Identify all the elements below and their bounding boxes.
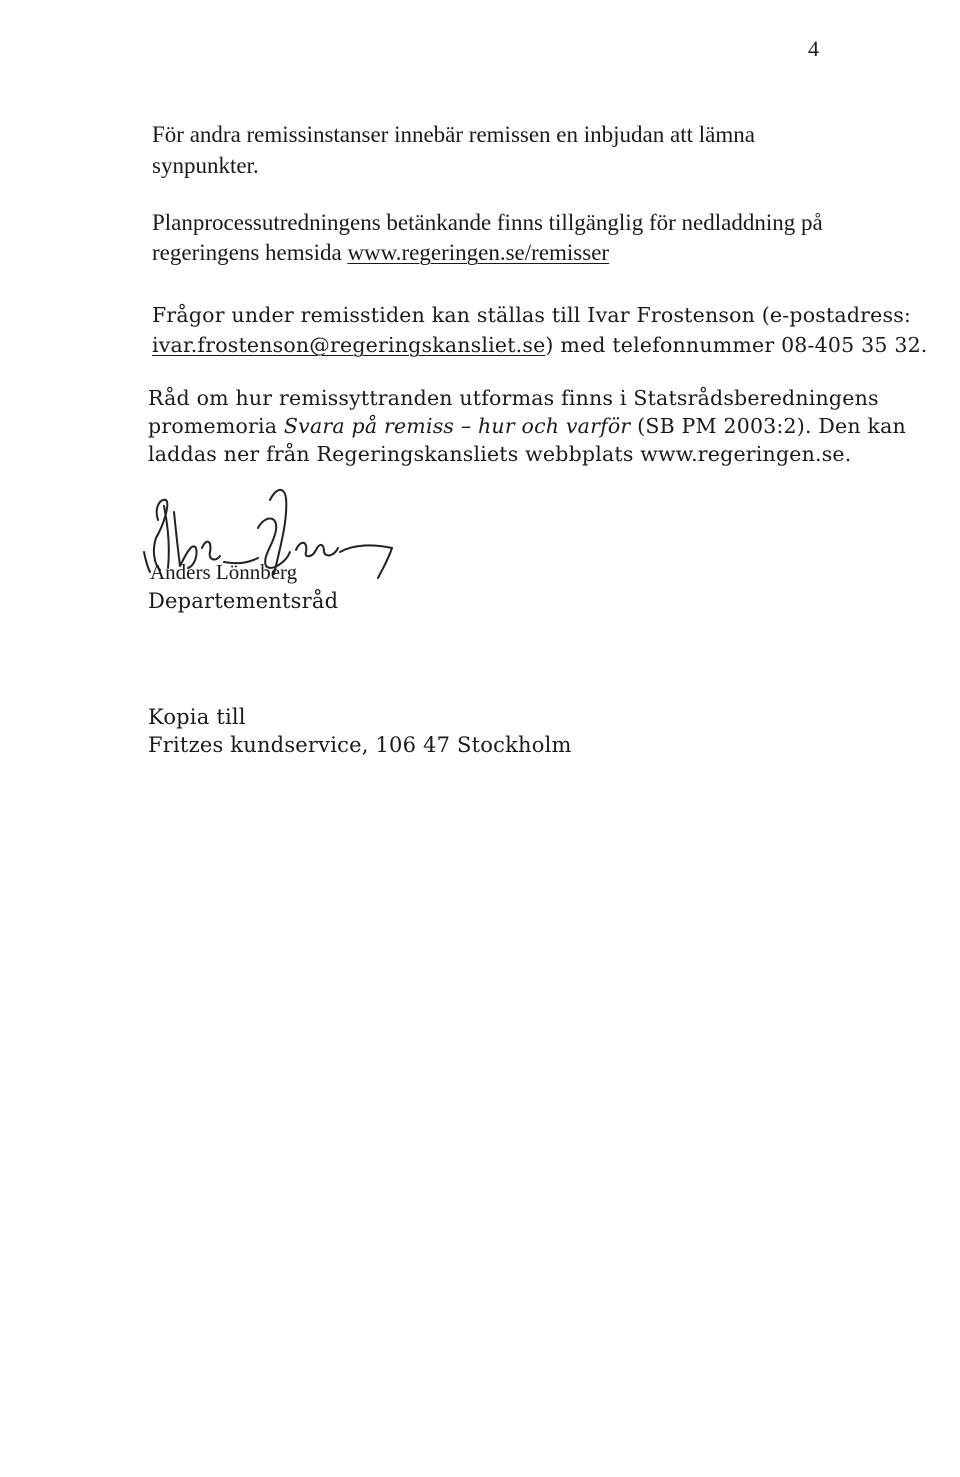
paragraph-text: regeringens hemsida [152, 240, 348, 265]
copy-label: Kopia till [148, 705, 246, 729]
publication-title: Svara på remiss – hur och varför [283, 414, 631, 438]
paragraph-line [152, 332, 928, 358]
paragraph-line: synpunkter. [152, 153, 259, 178]
paragraph-line: Frågor under remisstiden kan ställas till Ivar Frostenson (e-postadress: [152, 303, 912, 327]
page-number: 4 [808, 36, 819, 61]
paragraph-line [152, 240, 609, 266]
paragraph-line: laddas ner från Regeringskansliets webbplats www.regeringen.se. [148, 442, 852, 466]
paragraph-line: Råd om hur remissyttranden utformas finns i Statsrådsberedningens [148, 386, 879, 410]
copy-recipient: Fritzes kundservice, 106 47 Stockholm [148, 733, 572, 757]
paragraph-text: (SB PM 2003:2). Den kan [630, 414, 906, 438]
signatory-title: Departementsråd [148, 589, 339, 613]
phone-text: ) med telefonnummer 08-405 35 32. [545, 333, 928, 357]
paragraph-line: För andra remissinstanser innebär remissen en inbjudan att lämna [152, 122, 755, 147]
signatory-name: Anders Lönnberg [150, 560, 298, 584]
paragraph-text: promemoria [148, 414, 284, 438]
remisser-link[interactable]: www.regeringen.se/remisser [347, 240, 610, 265]
email-link[interactable]: ivar.frostenson@regeringskansliet.se [152, 333, 546, 357]
paragraph-line: Planprocessutredningens betänkande finns tillgänglig för nedladdning på [152, 210, 823, 235]
paragraph-line [148, 413, 906, 439]
